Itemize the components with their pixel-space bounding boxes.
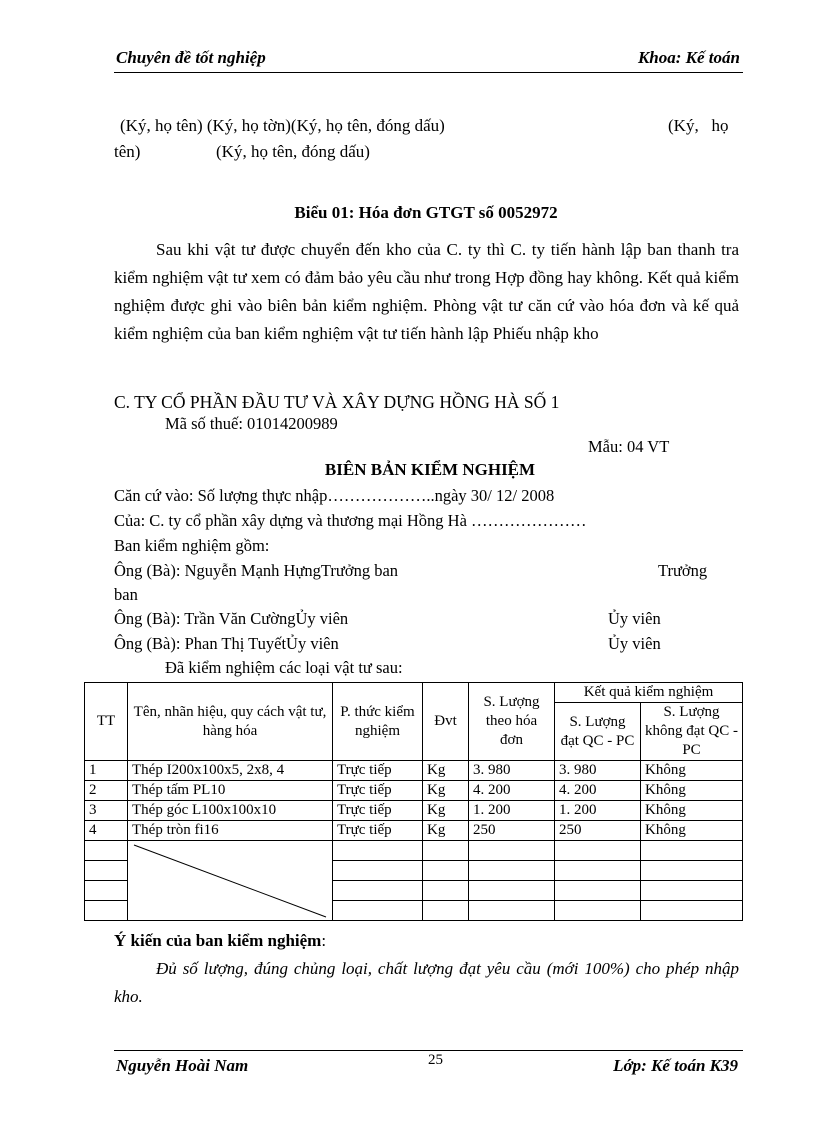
form-number: Mẫu: 04 VT	[588, 437, 670, 456]
cell-pass: 1. 200	[555, 801, 641, 821]
member-2-role: Ủy viên	[608, 609, 661, 628]
cell-unit: Kg	[423, 821, 469, 841]
cell-tt: 2	[85, 781, 128, 801]
cell-name: Thép I200x100x5, 2x8, 4	[128, 761, 333, 781]
cell-qty: 250	[469, 821, 555, 841]
company-name: C. TY CỔ PHẦN ĐẦU TƯ VÀ XÂY DỰNG HỒNG HÀ SỐ 1	[114, 392, 560, 412]
opinion-label: Ý kiến của ban kiểm nghiệm	[114, 931, 322, 950]
strike-cell	[128, 841, 333, 921]
doc-title: BIÊN BẢN KIỂM NGHIỆM	[324, 460, 536, 479]
member-1-role: Trưởng	[658, 561, 708, 580]
cell-method: Trực tiếp	[333, 821, 423, 841]
cell-name: Thép góc L100x100x10	[128, 801, 333, 821]
table-row	[85, 781, 743, 801]
member-3-role: Ủy viên	[608, 634, 661, 653]
table-row	[85, 761, 743, 781]
committee-label: Ban kiểm nghiệm gồm:	[114, 536, 270, 555]
footer-right: Lớp: Kế toán K39	[613, 1056, 738, 1075]
header-right: Khoa: Kế toán	[637, 48, 740, 67]
cell-unit: Kg	[423, 761, 469, 781]
cell-method: Trực tiếp	[333, 761, 423, 781]
th-name: Tên, nhãn hiệu, quy cách vật tư, hàng hóa	[128, 683, 333, 761]
cell-unit: Kg	[423, 801, 469, 821]
inspection-table-wrap	[84, 682, 743, 921]
th-method: P. thức kiểm nghiệm	[333, 683, 423, 761]
header-rule	[114, 72, 743, 73]
member-3: Ông (Bà): Phan Thị TuyếtỦy viên	[114, 634, 339, 653]
checked-label: Đã kiểm nghiệm các loại vật tư sau:	[165, 658, 403, 677]
member-1-wrap: ban	[114, 585, 138, 604]
signature-line-1: (Ký, họ tên) (Ký, họ tờn)(Ký, họ tên, đóng dấu)	[120, 116, 445, 135]
signature-line-2: tên)	[114, 142, 141, 161]
th-tt: TT	[85, 683, 128, 761]
cell-pass: 4. 200	[555, 781, 641, 801]
footer-left: Nguyễn Hoài Nam	[116, 1056, 249, 1075]
cell-qty: 3. 980	[469, 761, 555, 781]
header-left: Chuyên đề tốt nghiệp	[116, 48, 266, 67]
cell-fail: Không	[641, 761, 743, 781]
cell-tt: 3	[85, 801, 128, 821]
cell-fail: Không	[641, 821, 743, 841]
th-unit: Đvt	[423, 683, 469, 761]
signature-line-1-right: (Ký, họ	[668, 116, 729, 135]
th-qty: S. Lượng theo hóa đơn	[469, 683, 555, 761]
cell-method: Trực tiếp	[333, 801, 423, 821]
strike-line	[128, 841, 332, 921]
opinion-heading: Ý kiến của ban kiểm nghiệm:	[114, 931, 327, 950]
cell-qty: 1. 200	[469, 801, 555, 821]
opinion-text: Đủ số lượng, đúng chủng loại, chất lượng đạt yêu cầu (mới 100%) cho phép nhập kho.	[114, 959, 739, 1006]
cell-method: Trực tiếp	[333, 781, 423, 801]
th-pass: S. Lượng đạt QC - PC	[555, 703, 641, 761]
tax-code: Mã số thuế: 01014200989	[165, 414, 338, 433]
inspection-table	[84, 682, 743, 921]
th-fail: S. Lượng không đạt QC - PC	[641, 703, 743, 761]
cell-fail: Không	[641, 781, 743, 801]
cell-pass: 250	[555, 821, 641, 841]
cell-unit: Kg	[423, 781, 469, 801]
table-row	[85, 801, 743, 821]
basis-line: Căn cứ vào: Số lượng thực nhập………………..ngày 30/ 12/ 2008	[114, 486, 555, 505]
cell-name: Thép tấm PL10	[128, 781, 333, 801]
empty-row	[85, 841, 743, 861]
cell-qty: 4. 200	[469, 781, 555, 801]
member-2: Ông (Bà): Trần Văn CườngỦy viên	[114, 609, 349, 628]
table-row	[85, 821, 743, 841]
th-result-group: Kết quả kiểm nghiệm	[555, 683, 743, 703]
footer-rule	[114, 1050, 743, 1051]
of-line: Của: C. ty cổ phần xây dựng và thương mại Hồng Hà …………………	[114, 511, 587, 530]
cell-pass: 3. 980	[555, 761, 641, 781]
cell-tt: 4	[85, 821, 128, 841]
signature-line-2-right: (Ký, họ tên, đóng dấu)	[216, 142, 370, 161]
body-paragraph: Sau khi vật tư được chuyển đến kho của C. ty thì C. ty tiến hành lập ban thanh tra kiểm nghiệm vật tư xem có đảm bảo yêu cầu như trong Hợp đồng hay không. Kết quả kiểm nghiệm được ghi vào biên bản kiểm nghiệm. Phòng vật tư căn cứ vào hóa đơn và kế quả kiểm nghiệm của ban kiểm nghiệm vật tư tiến hành lập Phiếu nhập kho	[114, 240, 739, 343]
cell-tt: 1	[85, 761, 128, 781]
member-1: Ông (Bà): Nguyễn Mạnh HựngTrưởng ban	[114, 561, 399, 580]
invoice-caption: Biểu 01: Hóa đơn GTGT số 0052972	[294, 203, 558, 222]
cell-fail: Không	[641, 801, 743, 821]
page-number: 25	[428, 1052, 443, 1068]
cell-name: Thép tròn fi16	[128, 821, 333, 841]
